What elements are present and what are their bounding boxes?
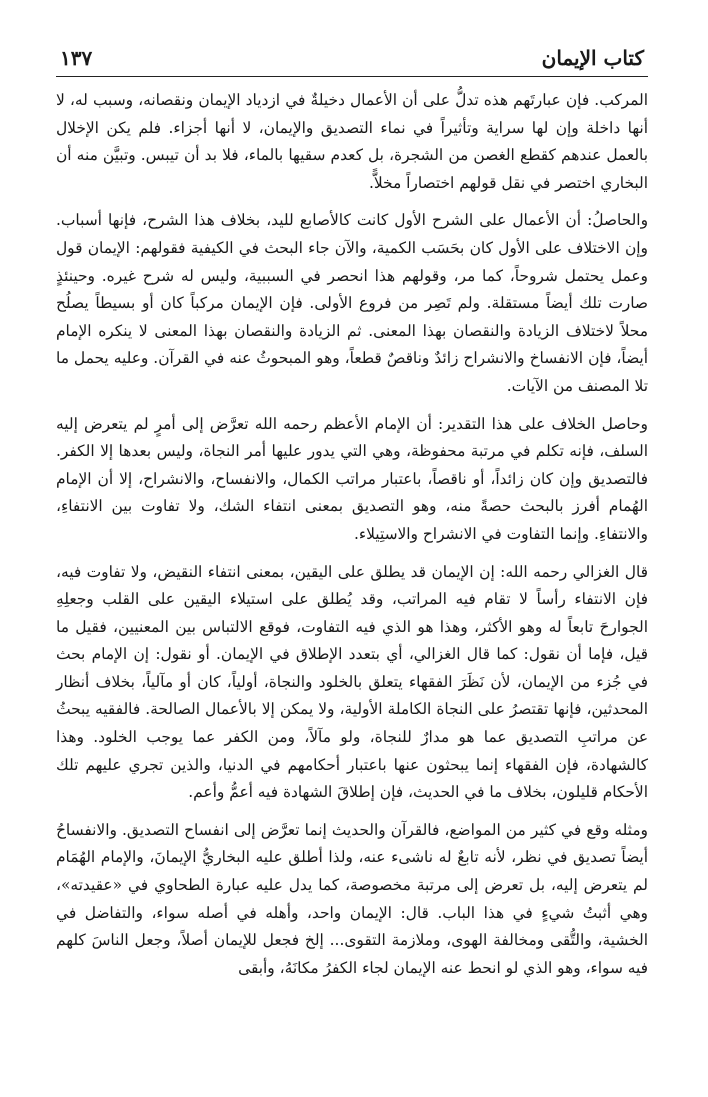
page-number: ١٣٧ <box>60 46 93 70</box>
page-body <box>56 77 648 982</box>
paragraph-4: قال الغزالي رحمه الله: إن الإيمان قد يطلق على اليقين، بمعنى انتفاء النقيض، ولا تفاوت فيه، فإن الانتفاء رأساً لا تقام فيه المراتب، وقد يُطلق على استيلاء اليقين على القلب وجعلِهِ الجوارحَ تابعاً له وهو الأكثر، وهذا هو الذي فيه التفاوت، فوقع الالتباس بين المعنيين، فقيل ما قيل، فإما أن نقول: كما قال الغزالي، أي بتعدد الإطلاق في الإيمان. أو نقول: إن الإمام بحث في جُزء من الإيمان، لأن نَظَرَ الفقهاء يتعلق بالخلود والنجاة، أولياً، كان أو مآلياً، بخلاف أنظار المحدثين، فإنها تقتصرُ على النجاة الكاملة الأولية، ولا يمكن إلا بالأعمال الصالحة. فالفقيه يبحثُ عن مراتبِ التصديق عما هو مدارٌ للنجاة، ولو مآلاً، ومن الكفر عما يوجب الخلود. وهذا كالشهادة، فإن الفقهاء إنما يبحثون عنها باعتبار أحكامهم في الدنيا، والذين تجري عليهم تلك الأحكام قليلون، بخلاف ما في الحديث، فإن إطلاقَ الشهادة فيه أعمُّ وأعم. <box>56 562 648 802</box>
paragraph-2: والحاصلُ: أن الأعمال على الشرح الأول كانت كالأصابع لليد، بخلاف هذا الشرح، فإنها أسباب. وإن الاختلاف على الأول كان بحَسَب الكمية، والآن جاء البحث في الكيفية فقولهم: الإيمان قول وعمل يحتمل شروحاً، كما مر، وقولهم هذا انحصر في السببية، وليس له شرح غيره. وحينئذٍ صارت تلك أيضاً مستقلة. ولم تَصِر من فروع الأولى. فإن الإيمان مركباً كان أو بسيطاً يصلُح محلاً لاختلاف الزيادة والنقصان بهذا المعنى. ثم الزيادة والنقصان بهذا المعنى لا ينكره الإمام أيضاً، فإن الانفساخ والانشراح زائدٌ وناقصٌ قطعاً، وهو المبحوثُ عنه في القرآن. وعليه يحمل ما تلا المصنف من الآيات. <box>56 211 648 395</box>
paragraph-3: وحاصل الخلاف على هذا التقدير: أن الإمام الأعظم رحمه الله تعرَّض إلى أمرٍ لم يتعرض إليه السلف، فإنه تكلم في مرتبة محفوظة، وهي التي يدور عليها أمر النجاة، وليس بعدها إلا الكفر. فالتصديق وإن كان زائداً، أو ناقصاً، باعتبار مراتب الكمال، والانفساح، والانشراح، إلا أن الإمام الهُمام أفرز بالبحث حصةً منه، وهو التصديق بمعنى انتفاء الشك، ولا تفاوت بين الانتفاءِ، والانتفاءِ. وإنما التفاوت في الانشراح والاستِيلاء. <box>56 414 648 543</box>
page-header <box>56 46 648 77</box>
paragraph-1: المركب. فإن عبارتَهم هذه تدلُّ على أن الأعمال دخيلةٌ في ازدياد الإيمان ونقصانه، وسبب له، لا أنها داخلة وإن لها سراية وتأثيراً في نماء التصديق والإيمان، لا أنها أجزاء. فلم يكن الإخلال بالعمل عندهم كقطع الغصن من الشجرة، بل كعدم سقيها بالماء، فلا بد أن تيبس. وتبيَّن منه أن البخاري اختصر في نقل قولهم اختصاراً مخلاًّ. <box>56 91 648 192</box>
page-title: كتاب الإيمان <box>541 46 644 70</box>
paragraph-5: ومثله وقع في كثير من المواضع، فالقرآن والحديث إنما تعرَّض إلى انفساح التصديق. والانفساحُ أيضاً تصديق في نظر، لأنه تابعٌ له ناشىء عنه، ولذا أطلق عليه البخاريُّ الإيمانَ، والإمام الهُمَام لم يتعرض إليه، بل تعرض إلى مرتبة مخصوصة، كما يدل عليه عبارة الطحاوي في «عقيدته»، وهي أثبتُ شيءٍ في هذا الباب. قال: الإيمان واحد، وأهله في أصله سواء، والتفاضل في الخشية، والتُّقى ومخالفة الهوى، وملازمة التقوى... إلخ فجعل للإيمان أصلاً، وجعل الناسَ كلهم فيه سواء، وهو الذي لو انحط عنه الإيمان لجاء الكفرُ مكانَهُ، وأبقى <box>56 820 648 977</box>
